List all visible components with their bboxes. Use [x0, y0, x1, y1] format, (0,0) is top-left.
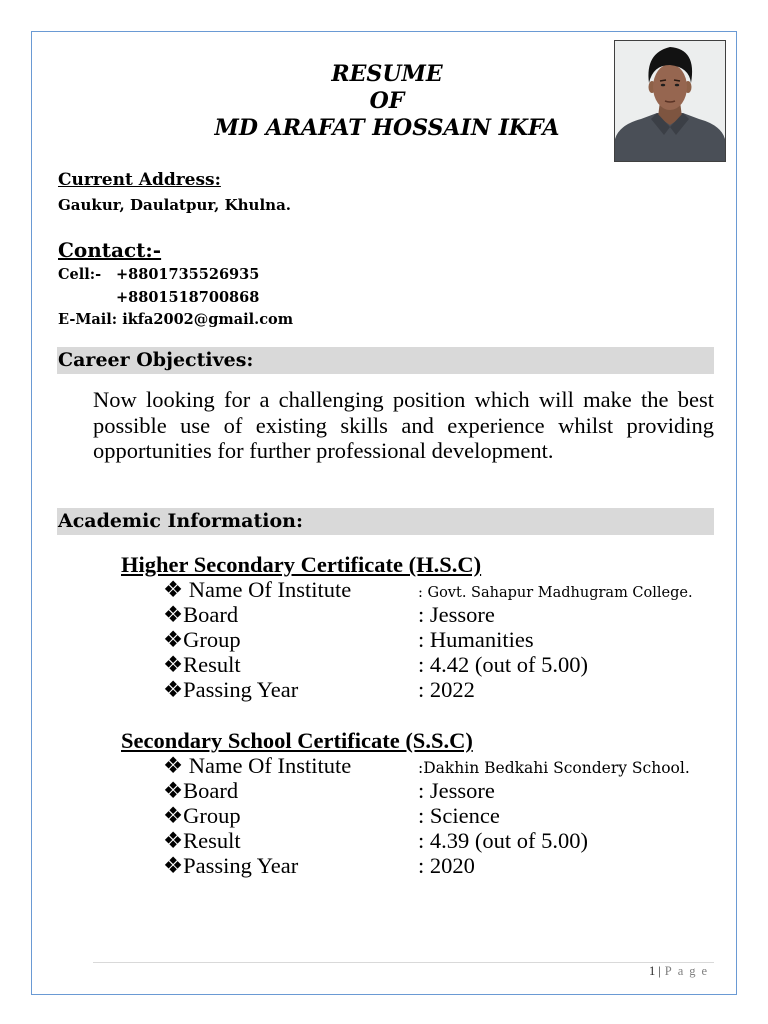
- detail-value: : 2022: [418, 677, 475, 702]
- page-number: 1: [649, 964, 656, 978]
- ssc-row-result: [163, 828, 721, 853]
- hsc-row-institute: [163, 577, 721, 602]
- email-row: [58, 309, 293, 332]
- address-text: Gaukur, Daulatpur, Khulna.: [58, 196, 292, 214]
- ssc-row-institute: [163, 753, 721, 778]
- detail-label: ❖Passing Year: [163, 853, 299, 878]
- hsc-row-passing-year: [163, 677, 721, 702]
- academic-information-label: Academic Information:: [58, 510, 303, 532]
- hsc-section: [121, 553, 721, 702]
- page-label: Page: [664, 964, 714, 978]
- cell-number-primary: +8801735526935: [116, 266, 260, 283]
- title-line-name: MD ARAFAT HOSSAIN IKFA: [214, 115, 560, 141]
- ssc-details: [163, 753, 721, 878]
- hsc-details: [163, 577, 721, 702]
- detail-label: ❖Group: [163, 803, 241, 828]
- email-address: ikfa2002@gmail.com: [122, 311, 294, 328]
- detail-value: : Jessore: [418, 602, 495, 627]
- page-footer: [649, 963, 713, 979]
- ssc-section: [121, 729, 721, 878]
- ssc-row-group: [163, 803, 721, 828]
- email-label: E-Mail:: [58, 311, 118, 328]
- cell-row: [58, 264, 293, 309]
- detail-label: ❖Board: [163, 778, 239, 803]
- detail-value: : Science: [418, 803, 500, 828]
- hsc-row-group: [163, 627, 721, 652]
- ssc-row-board: [163, 778, 721, 803]
- detail-value: :Dakhin Bedkahi Scondery School.: [418, 759, 690, 777]
- detail-label: ❖Result: [163, 652, 241, 677]
- address-heading: Current Address:: [58, 170, 221, 190]
- detail-value: : Jessore: [418, 778, 495, 803]
- cell-numbers: [116, 264, 259, 309]
- career-objectives-heading: [57, 347, 714, 374]
- cell-label: Cell:-: [58, 266, 102, 283]
- ssc-title: Secondary School Certificate (S.S.C): [121, 728, 473, 753]
- hsc-title: Higher Secondary Certificate (H.S.C): [121, 552, 482, 577]
- detail-value: : Govt. Sahapur Madhugram College.: [418, 585, 693, 601]
- detail-value: : Humanities: [418, 627, 534, 652]
- career-objectives-text: Now looking for a challenging position which will make the best possible use of existing skills and experience whilst providing opportunities for further professional development.: [93, 387, 714, 463]
- cell-number-secondary: +8801518700868: [116, 288, 260, 306]
- contact-heading: Contact:-: [58, 238, 162, 262]
- academic-information-heading: [57, 508, 714, 535]
- hsc-row-result: [163, 652, 721, 677]
- contact-details: [58, 264, 293, 332]
- detail-value: : 4.42 (out of 5.00): [418, 652, 588, 677]
- detail-value: : 4.39 (out of 5.00): [418, 828, 588, 853]
- detail-label: ❖ Name Of Institute: [163, 753, 352, 778]
- detail-label: ❖Result: [163, 828, 241, 853]
- detail-label: ❖Group: [163, 627, 241, 652]
- resume-title: [58, 61, 716, 142]
- detail-label: ❖ Name Of Institute: [163, 577, 352, 602]
- detail-value: : 2020: [418, 853, 475, 878]
- footer-divider: [93, 962, 714, 963]
- detail-label: ❖Passing Year: [163, 677, 299, 702]
- detail-label: ❖Board: [163, 602, 239, 627]
- career-objectives-label: Career Objectives:: [58, 349, 254, 371]
- footer-separator: |: [658, 964, 661, 978]
- title-line-of: OF: [369, 88, 405, 114]
- ssc-row-passing-year: [163, 853, 721, 878]
- title-line-resume: RESUME: [331, 61, 443, 87]
